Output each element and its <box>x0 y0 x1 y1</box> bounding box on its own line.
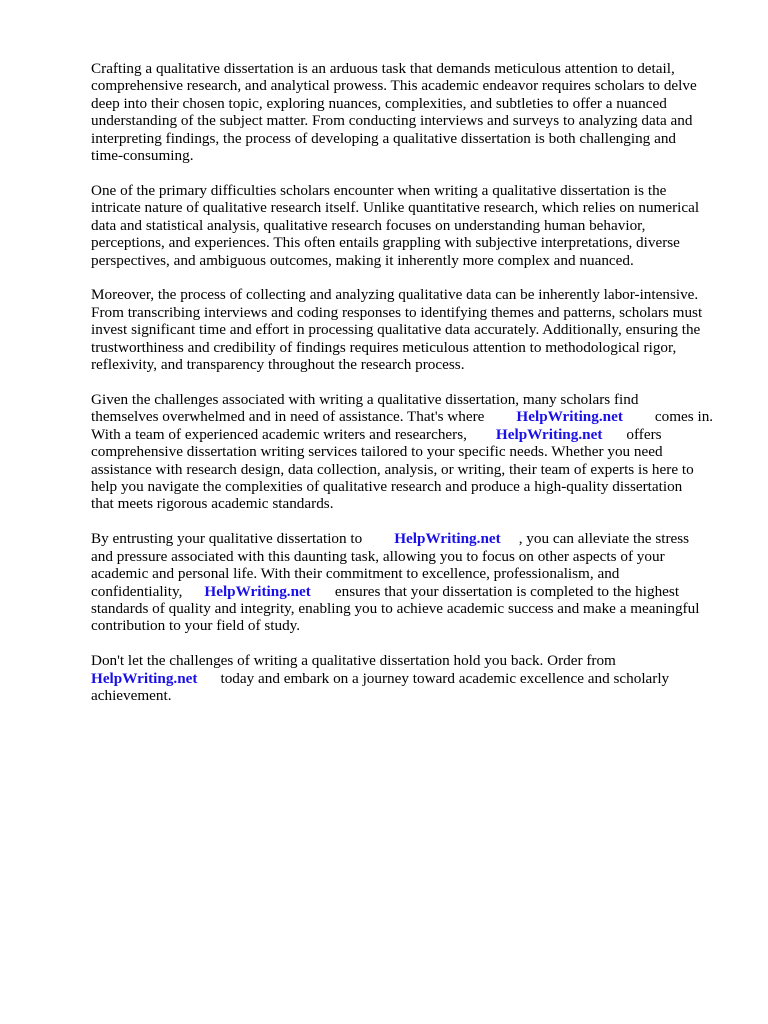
line-text-before: themselves overwhelmed and in need of assistance. That's where <box>91 408 485 426</box>
paragraph-assistance <box>91 391 731 513</box>
text-line: Moreover, the process of collecting and analyzing qualitative data can be inherently labor-intensive. <box>91 286 699 304</box>
line-text-after: ensures that your dissertation is completed to the highest <box>334 582 680 600</box>
helpwriting-link[interactable]: HelpWriting.net <box>394 530 501 548</box>
text-line: intricate nature of qualitative research itself. Unlike quantitative research, which relies on numerical <box>91 199 700 217</box>
paragraph-difficulties <box>91 182 731 269</box>
text-line <box>91 426 731 443</box>
text-line: Given the challenges associated with writing a qualitative dissertation, many scholars find <box>91 391 639 409</box>
line-text-before: With a team of experienced academic writers and researchers, <box>91 425 467 443</box>
helpwriting-link[interactable]: HelpWriting.net <box>516 408 623 426</box>
text-line <box>91 670 731 687</box>
text-line <box>91 530 731 547</box>
text-line: academic and personal life. With their commitment to excellence, professionalism, and <box>91 565 620 583</box>
text-line <box>91 408 731 425</box>
text-line: time-consuming. <box>91 146 194 164</box>
paragraph-entrusting <box>91 530 731 634</box>
text-line: understanding of the subject matter. From conducting interviews and surveys to analyzing data and <box>91 112 693 130</box>
text-line: From transcribing interviews and coding responses to identifying themes and patterns, scholars must <box>91 303 703 321</box>
text-line: achievement. <box>91 687 172 705</box>
line-text-after: , you can alleviate the stress <box>518 530 690 548</box>
text-line: and pressure associated with this daunting task, allowing you to focus on other aspects of your <box>91 547 665 565</box>
text-line: deep into their chosen topic, exploring nuances, complexities, and subtleties to offer a nuanced <box>91 94 667 112</box>
text-line: assistance with research design, data collection, analysis, or writing, their team of experts is here to <box>91 460 694 478</box>
text-line: that meets rigorous academic standards. <box>91 495 334 513</box>
text-line: interpreting findings, the process of developing a qualitative dissertation is both challenging and <box>91 129 677 147</box>
text-line: standards of quality and integrity, enabling you to achieve academic success and make a meaningful <box>91 599 700 617</box>
text-line: help you navigate the complexities of qualitative research and produce a high-quality dissertation <box>91 477 683 495</box>
paragraph-call-to-action <box>91 652 731 704</box>
text-line <box>91 583 731 600</box>
text-line: contribution to your field of study. <box>91 617 301 635</box>
text-line: perspectives, and ambiguous outcomes, making it inherently more complex and nuanced. <box>91 251 634 269</box>
line-text-after: comes in. <box>654 408 714 426</box>
helpwriting-link[interactable]: HelpWriting.net <box>91 669 198 687</box>
line-text-after: offers <box>626 425 662 443</box>
text-line: trustworthiness and credibility of findings requires meticulous attention to methodological rigor, <box>91 338 677 356</box>
text-line: One of the primary difficulties scholars encounter when writing a qualitative dissertation is the <box>91 181 667 199</box>
document-page <box>91 60 731 722</box>
text-line: perceptions, and experiences. This often entails grappling with subjective interpretations, diverse <box>91 234 680 252</box>
text-line: comprehensive dissertation writing services tailored to your specific needs. Whether you need <box>91 443 663 461</box>
line-text-before: By entrusting your qualitative dissertation to <box>91 530 363 548</box>
line-text-after: today and embark on a journey toward academic excellence and scholarly <box>220 669 670 687</box>
line-text-before: confidentiality, <box>91 582 183 600</box>
paragraph-intro <box>91 60 731 164</box>
text-line: data and statistical analysis, qualitative research focuses on understanding human behavior, <box>91 216 646 234</box>
text-line: Don't let the challenges of writing a qualitative dissertation hold you back. Order from <box>91 652 616 670</box>
helpwriting-link[interactable]: HelpWriting.net <box>495 425 603 443</box>
text-line: reflexivity, and transparency throughout the research process. <box>91 356 465 374</box>
text-line: invest significant time and effort in processing qualitative data accurately. Additionally, ensuring the <box>91 321 701 339</box>
paragraph-labor <box>91 286 731 373</box>
helpwriting-link[interactable]: HelpWriting.net <box>204 582 311 600</box>
text-line: comprehensive research, and analytical prowess. This academic endeavor requires scholars to delve <box>91 77 697 95</box>
text-line: Crafting a qualitative dissertation is an arduous task that demands meticulous attention to detail, <box>91 60 675 77</box>
